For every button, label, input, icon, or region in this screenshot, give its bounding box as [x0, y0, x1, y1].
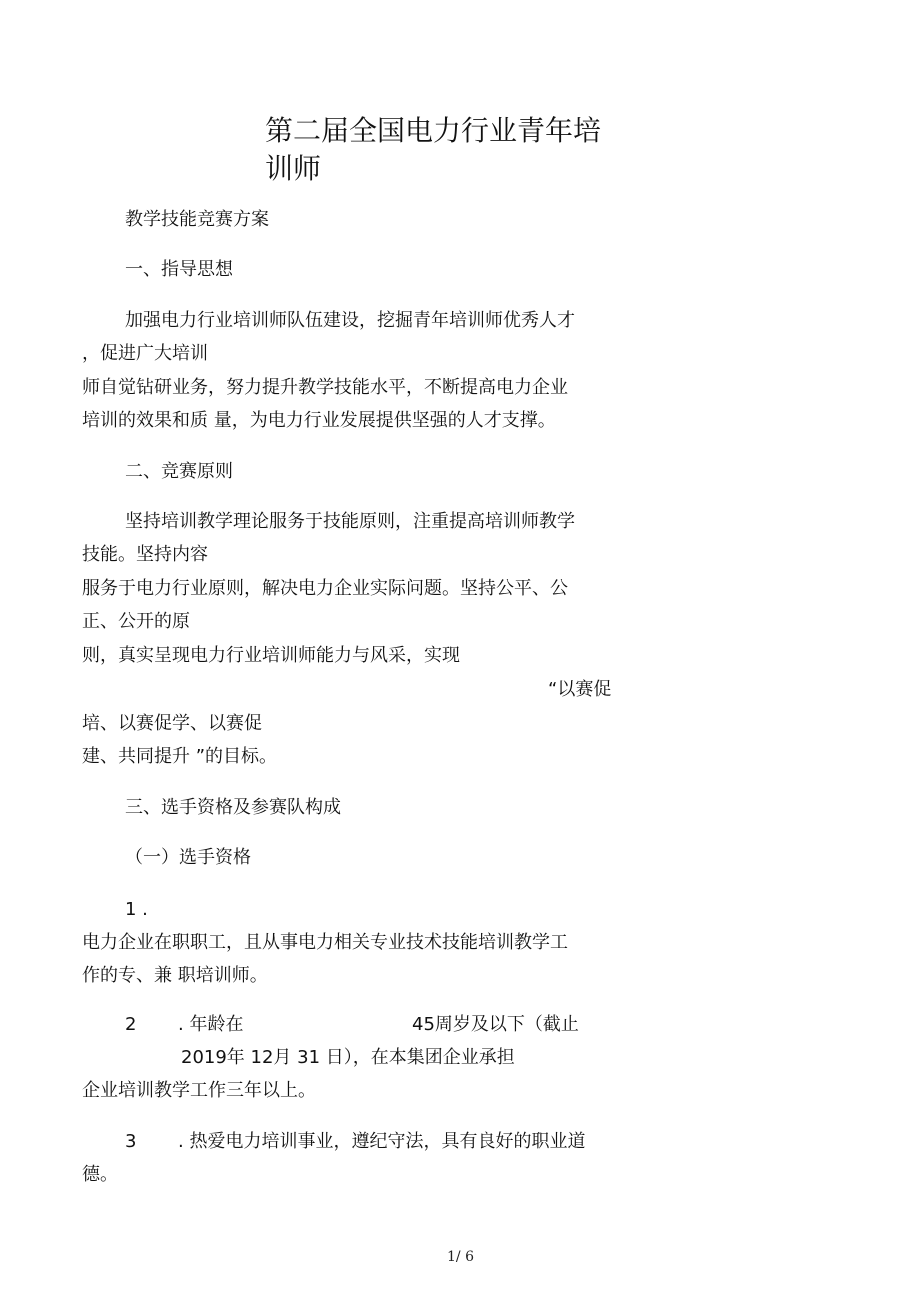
section-1-line: 培训的效果和质 量，为电力行业发展提供坚强的人才支撑。: [82, 410, 556, 431]
page-indicator: 1/ 6: [447, 1249, 474, 1265]
section-2-line: 坚持培训教学理论服务于技能原则，注重提高培训师教学: [125, 511, 575, 532]
item-2-line-part-b: 45周岁及以下（截止: [412, 1014, 579, 1035]
section-1-line: 加强电力行业培训师队伍建设，挖掘青年培训师优秀人才: [125, 310, 575, 331]
document-subtitle: 教学技能竞赛方案: [125, 209, 269, 230]
item-2-line: 2019年 12月 31 日），在本集团企业承担: [181, 1047, 515, 1068]
section-2-line: 正、公开的原: [82, 611, 190, 632]
section-1-line: 师自觉钻研业务，努力提升教学技能水平，不断提高电力企业: [82, 377, 568, 398]
section-2-line: “以赛促: [548, 679, 612, 700]
section-2-line: 服务于电力行业原则，解决电力企业实际问题。坚持公平、公: [82, 578, 568, 599]
section-1-line: ，促进广大培训: [82, 343, 208, 364]
item-2-line: 企业培训教学工作三年以上。: [82, 1080, 316, 1101]
item-1-line: 作的专、兼 职培训师。: [82, 965, 268, 986]
item-2-number: 2: [125, 1014, 137, 1035]
section-2-line: 则，真实呈现电力行业培训师能力与风采，实现: [82, 645, 460, 666]
section-2-heading: 二、竞赛原则: [125, 461, 233, 482]
section-3-subheading: （一）选手资格: [125, 847, 251, 868]
document-title-line-1: 第二届全国电力行业青年培: [265, 114, 602, 147]
item-3-line: 德。: [82, 1164, 118, 1185]
item-3-line: . 热爱电力培训事业，遵纪守法，具有良好的职业道: [178, 1131, 586, 1152]
item-3-number: 3: [125, 1131, 137, 1152]
section-3-heading: 三、选手资格及参赛队构成: [125, 797, 341, 818]
section-2-line: 培、以赛促学、以赛促: [82, 713, 262, 734]
section-1-heading: 一、指导思想: [125, 259, 233, 280]
item-1-line: 电力企业在职职工，且从事电力相关专业技术技能培训教学工: [82, 932, 568, 953]
section-2-line: 技能。坚持内容: [82, 544, 208, 565]
item-2-line-part-a: . 年龄在: [178, 1014, 244, 1035]
document-title-line-2: 训师: [265, 152, 322, 185]
section-2-line: 建、共同提升 ”的目标。: [82, 746, 278, 767]
item-1-number: 1 .: [125, 899, 148, 920]
